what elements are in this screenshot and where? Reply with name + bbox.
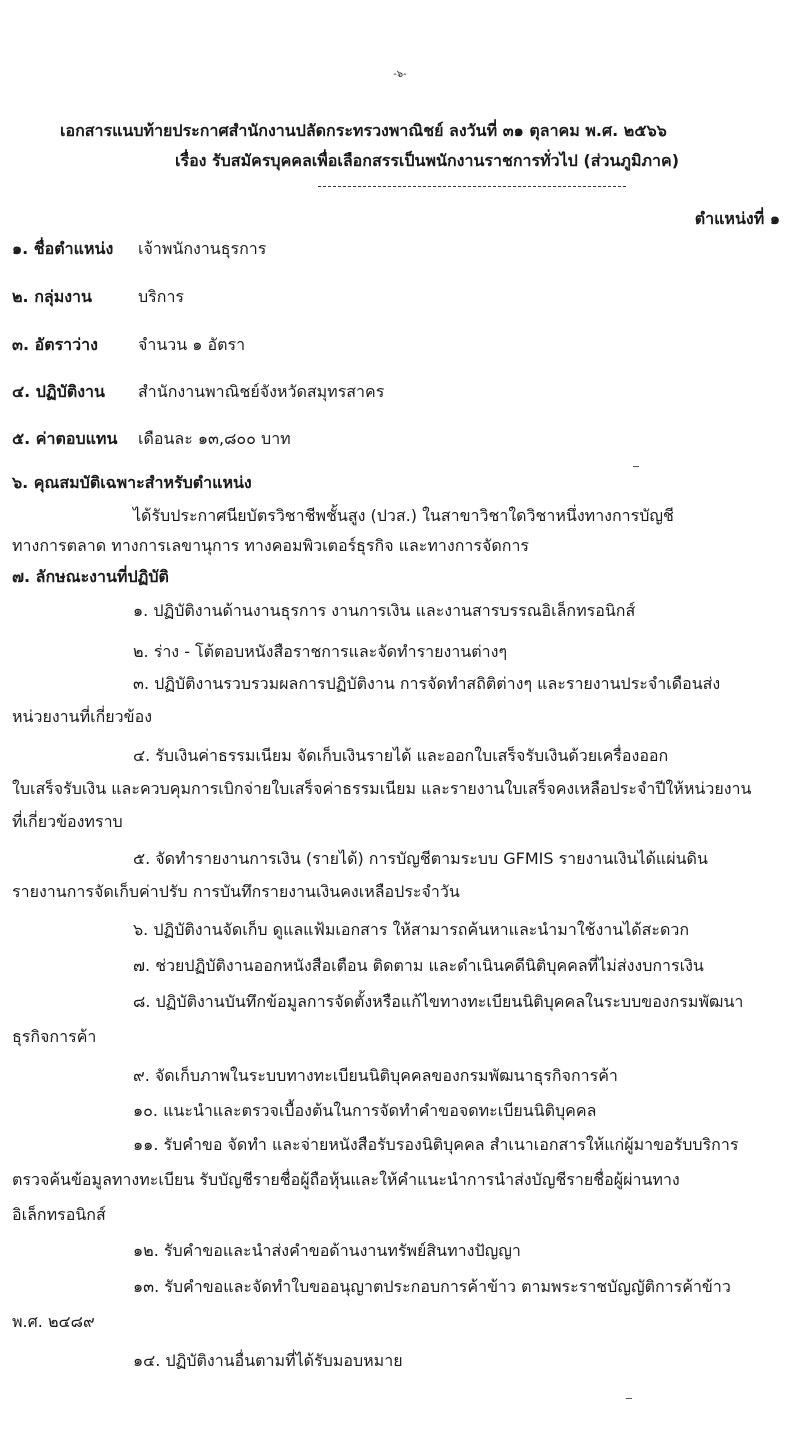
scan-speck (633, 466, 639, 467)
qualification-text-line1: ได้รับประกาศนียบัตรวิชาชีพชั้นสูง (ปวส.) ในสาขาวิชาใดวิชาหนึ่งทางการบัญชี (133, 506, 674, 525)
field-label: ๕. ค่าตอบแทน (12, 429, 118, 448)
duty-item: ๑๒. รับคำขอและนำส่งคำขอด้านงานทรัพย์สินทางปัญญา (133, 1241, 521, 1260)
duty-item: ๑๔. ปฏิบัติงานอื่นตามที่ได้รับมอบหมาย (133, 1351, 403, 1370)
duties-heading: ๗. ลักษณะงานที่ปฏิบัติ (12, 567, 169, 586)
duty-item: ๒. ร่าง - โต้ตอบหนังสือราชการและจัดทำรายงานต่างๆ (133, 642, 508, 661)
duty-item: ๗. ช่วยปฏิบัติงานออกหนังสือเตือน ติดตาม และดำเนินคดีนิติบุคคลที่ไม่ส่งงบการเงิน (133, 956, 704, 975)
position-tag: ตำแหน่งที่ ๑ (694, 209, 780, 228)
doc-title-line2: เรื่อง รับสมัครบุคคลเพื่อเลือกสรรเป็นพนักงานราชการทั่วไป (ส่วนภูมิภาค) (175, 151, 680, 170)
duty-item: ๑๓. รับคำขอและจัดทำใบขออนุญาตประกอบการค้าข้าว ตามพระราชบัญญัติการค้าข้าว (133, 1277, 731, 1296)
duty-item-continued: อิเล็กทรอนิกส์ (12, 1205, 106, 1224)
field-compensation (12, 428, 291, 450)
duty-item-continued: ใบเสร็จรับเงิน และควบคุมการเบิกจ่ายใบเสร็จค่าธรรมเนียม และรายงานใบเสร็จคงเหลือประจำปีให้หน่วยงาน (12, 779, 752, 798)
duty-item-continued: รายงานการจัดเก็บค่าปรับ การบันทึกรายงานเงินคงเหลือประจำวัน (12, 882, 460, 901)
field-work-group (12, 286, 184, 308)
title-divider (318, 186, 626, 187)
duty-item-continued: หน่วยงานที่เกี่ยวข้อง (12, 707, 152, 726)
duty-item: ๙. จัดเก็บภาพในระบบทางทะเบียนนิติบุคคลของกรมพัฒนาธุรกิจการค้า (133, 1066, 618, 1085)
page-number: -๖- (393, 69, 407, 80)
doc-title-line1: เอกสารแนบท้ายประกาศสำนักงานปลัดกระทรวงพาณิชย์ ลงวันที่ ๓๑ ตุลาคม พ.ศ. ๒๕๖๖ (60, 121, 667, 140)
field-position-name (12, 238, 266, 260)
duty-item: ๕. จัดทำรายงานการเงิน (รายได้) การบัญชีตามระบบ GFMIS รายงานเงินได้แผ่นดิน (133, 849, 708, 868)
duty-item: ๘. ปฏิบัติงานบันทึกข้อมูลการจัดตั้งหรือแก้ไขทางทะเบียนนิติบุคคลในระบบของกรมพัฒนา (133, 992, 744, 1011)
field-value: เดือนละ ๑๓,๘๐๐ บาท (138, 429, 291, 448)
field-value: เจ้าพนักงานธุรการ (138, 239, 267, 258)
duty-item-continued: ที่เกี่ยวข้องทราบ (12, 812, 123, 831)
field-vacancy (12, 334, 245, 356)
qualification-heading: ๖. คุณสมบัติเฉพาะสำหรับตำแหน่ง (12, 473, 252, 492)
duty-item: ๑๐. แนะนำและตรวจเบื้องต้นในการจัดทำคำขอจดทะเบียนนิติบุคคล (133, 1101, 597, 1120)
field-label: ๒. กลุ่มงาน (12, 287, 92, 306)
duty-item-continued: พ.ศ. ๒๔๘๙ (12, 1312, 95, 1331)
duty-item: ๑. ปฏิบัติงานด้านงานธุรการ งานการเงิน และงานสารบรรณอิเล็กทรอนิกส์ (133, 601, 636, 620)
qualification-text-line2: ทางการตลาด ทางการเลขานุการ ทางคอมพิวเตอร์ธุรกิจ และทางการจัดการ (12, 536, 530, 555)
field-value: บริการ (138, 287, 185, 306)
scan-speck (626, 1398, 632, 1399)
field-workplace (12, 381, 384, 403)
field-value: จำนวน ๑ อัตรา (138, 335, 246, 354)
duty-item: ๔. รับเงินค่าธรรมเนียม จัดเก็บเงินรายได้ และออกใบเสร็จรับเงินด้วยเครื่องออก (133, 746, 669, 765)
field-label: ๑. ชื่อตำแหน่ง (12, 239, 114, 258)
duty-item: ๑๑. รับคำขอ จัดทำ และจ่ายหนังสือรับรองนิติบุคคล สำเนาเอกสารให้แก่ผู้มาขอรับบริการ (133, 1135, 739, 1154)
duty-item: ๖. ปฏิบัติงานจัดเก็บ ดูแลแฟ้มเอกสาร ให้สามารถค้นหาและนำมาใช้งานได้สะดวก (133, 920, 690, 939)
field-label: ๔. ปฏิบัติงาน (12, 382, 105, 401)
field-label: ๓. อัตราว่าง (12, 335, 98, 354)
duty-item: ๓. ปฏิบัติงานรวบรวมผลการปฏิบัติงาน การจัดทำสถิติต่างๆ และรายงานประจำเดือนส่ง (133, 674, 721, 693)
duty-item-continued: ธุรกิจการค้า (12, 1027, 97, 1046)
duty-item-continued: ตรวจค้นข้อมูลทางทะเบียน รับบัญชีรายชื่อผู้ถือหุ้นและให้คำแนะนำการนำส่งบัญชีรายชื่อผู้ผ่านทาง (12, 1170, 680, 1189)
field-value: สำนักงานพาณิชย์จังหวัดสมุทรสาคร (138, 382, 385, 401)
